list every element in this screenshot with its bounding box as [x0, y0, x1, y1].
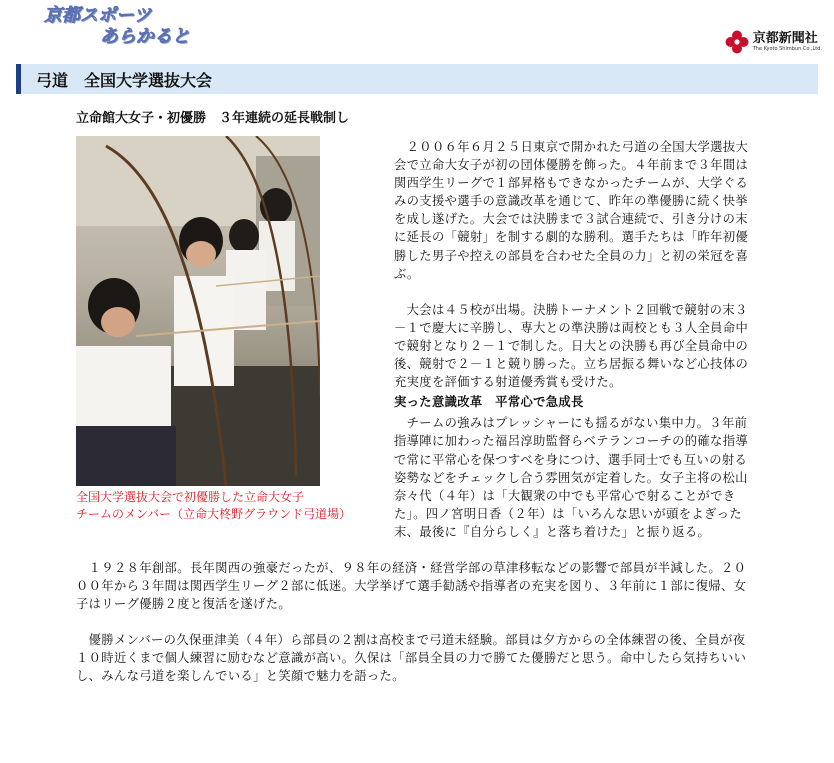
- publisher-logo[interactable]: [725, 30, 822, 54]
- photo-caption-line1: 全国大学選抜大会で初優勝した立命大女子: [76, 490, 305, 504]
- publisher-name-en: The Kyoto Shimbun Co.,Ltd.: [752, 46, 822, 52]
- section-title: 弓道 全国大学選抜大会: [36, 71, 213, 90]
- article-paragraph: 大会は４５校が出場。決勝トーナメント２回戦で競射の末３－１で慶大に辛勝し、専大との準決勝は両校とも３人全員命中で競射となり２－１で制した。日大との決勝も再び全員命中の後、競射で２－１と競り勝った。立ち居振る舞いなど心技体の充実度を評価する射道優秀賞も受けた。: [394, 302, 749, 390]
- section-title-bar: [16, 64, 818, 94]
- article-paragraph: １９２８年創部。長年関西の強豪だったが、９８年の経済・経営学部の草津移転などの影響で部員が半減した。２０００年から３年間は関西学生リーグ２部に低迷。大学挙げて選手勧誘や指導者の充実を図り、３年前に１部に復帰、女子はリーグ優勝２度と復活を遂げた。: [76, 560, 747, 612]
- article-body: [76, 138, 758, 686]
- article-paragraph: ２００６年６月２５日東京で開かれた弓道の全国大学選抜大会で立命大女子が初の団体優勝を飾った。４年前まで３年間は関西学生リーグで１部昇格もできなかったチームが、大学ぐるみの支援や選手の意識改革を通じて、昨年の準優勝に続く快挙を成し遂げた。大会では決勝まで３試合連続で、引き分けの末に延長の「競射」を制する劇的な勝利。選手たちは「昨年初優勝した男子や控えの部員を合わせた全員の力」と初の栄冠を喜ぶ。: [394, 140, 749, 281]
- article-paragraph: 優勝メンバーの久保亜津美（４年）ら部員の２割は高校まで弓道未経験。部員は夕方からの全体練習の後、全員が夜１０時近くまで個人練習に励むなど意識が高い。久保は「部員全員の力で勝てた優勝だと思う。命中したら気持ちいいし、みんな弓道を楽しんでいる」と笑顔で魅力を語った。: [76, 633, 747, 684]
- article-paragraph: チームの強みはプレッシャーにも揺るがない集中力。３年前指導陣に加わった福呂淳助監督らベテランコーチの的確な指導で常に平常心を保つすべを身につけ、選手同士でも互いの射る姿勢などをチェックし合う雰囲気が定着した。女子主将の松山奈々代（４年）は「大観衆の中でも平常心で射ることができた」。四ノ宮明日香（２年）は「いろんな思いが頭をよぎった末、最後に『自分らしく』と落ち着けた」と振り返る。: [394, 416, 748, 539]
- site-logo[interactable]: [44, 5, 190, 47]
- publisher-name: 京都新聞社: [752, 31, 818, 46]
- kyoto-shimbun-logo-icon: [725, 30, 749, 54]
- site-logo-line1: 京都スポーツ: [44, 5, 152, 26]
- photo-caption-line2: チームのメンバー（立命大柊野グラウンド弓道場）: [76, 507, 352, 521]
- article-headline: 立命館大女子・初優勝 ３年連続の延長戦制し: [76, 111, 350, 126]
- site-logo-line2: あらかると: [100, 26, 190, 47]
- article-subheading: 実った意識改革 平常心で急成長: [394, 395, 584, 410]
- photo-spacer: [76, 138, 394, 556]
